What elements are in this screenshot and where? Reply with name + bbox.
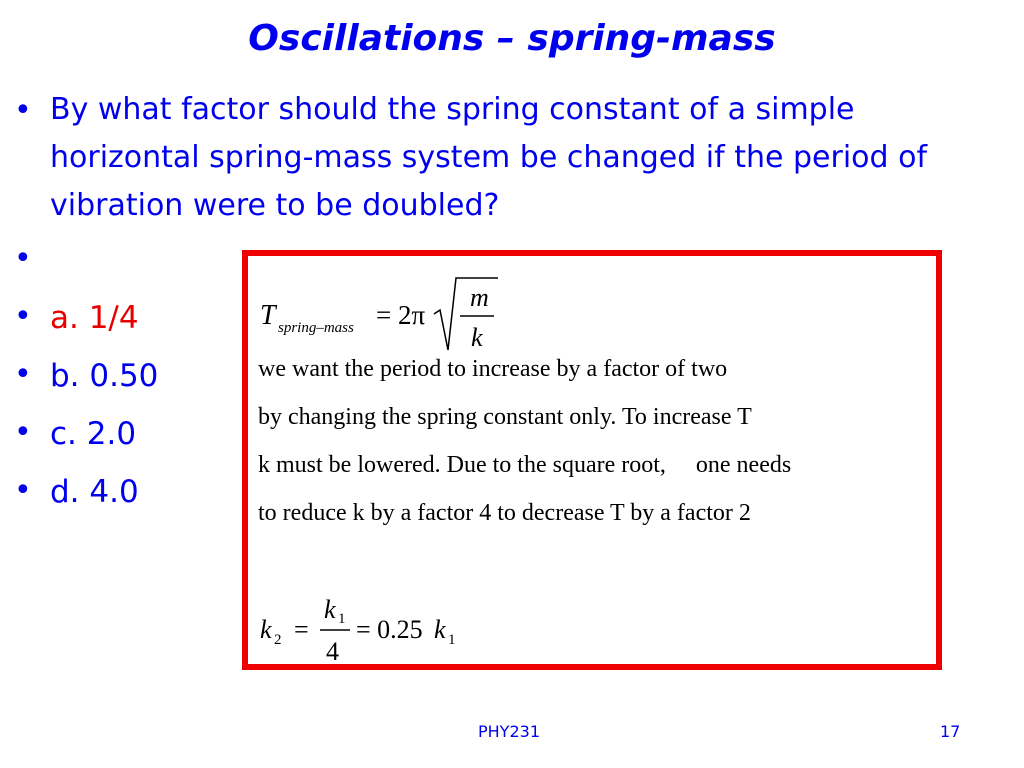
result-numerator: k <box>324 596 336 624</box>
result-formula <box>258 596 558 666</box>
footer-page-number: 17 <box>940 722 961 741</box>
option-b: b. 0.50 <box>50 358 159 394</box>
formula-numerator: m <box>470 283 489 312</box>
solution-line: by changing the spring constant only. To increase T <box>258 404 752 430</box>
period-formula <box>258 274 558 354</box>
solution-box <box>242 250 942 670</box>
solution-line: we want the period to increase by a factor of two <box>258 356 728 382</box>
formula-symbol-t: T <box>260 300 276 331</box>
result-equals: = <box>294 615 309 644</box>
option-c: c. 2.0 <box>50 416 137 452</box>
result-denominator: 4 <box>326 637 339 666</box>
question-text: By what factor should the spring constant of a simple horizontal spring-mass system be changed if the period of vibration were to be doubled? <box>50 92 928 223</box>
formula-subscript: spring–mass <box>278 320 354 336</box>
solution-line: k must be lowered. Due to the square root, one needs <box>258 452 792 478</box>
bullet-marker: • <box>14 93 32 128</box>
bullet-marker: • <box>14 241 32 276</box>
option-d: d. 4.0 <box>50 474 139 510</box>
solution-line: to reduce k by a factor 4 to decrease T by a factor 2 <box>258 500 751 526</box>
result-rhs-subscript: 1 <box>448 632 456 648</box>
bullet-marker: • <box>14 415 32 450</box>
bullet-marker: • <box>14 299 32 334</box>
result-lhs-subscript: 2 <box>274 632 282 648</box>
result-numerator-subscript: 1 <box>338 611 346 627</box>
result-lhs: k <box>260 615 272 644</box>
result-coefficient: = 0.25 <box>356 615 423 644</box>
option-a: a. 1/4 <box>50 300 139 336</box>
result-rhs: k <box>434 615 446 644</box>
formula-denominator: k <box>471 323 483 352</box>
formula-equals: = 2π <box>376 300 426 330</box>
slide-title: Oscillations – spring-mass <box>248 18 776 59</box>
bullet-marker: • <box>14 357 32 392</box>
bullet-marker: • <box>14 473 32 508</box>
footer-course: PHY231 <box>478 722 540 741</box>
